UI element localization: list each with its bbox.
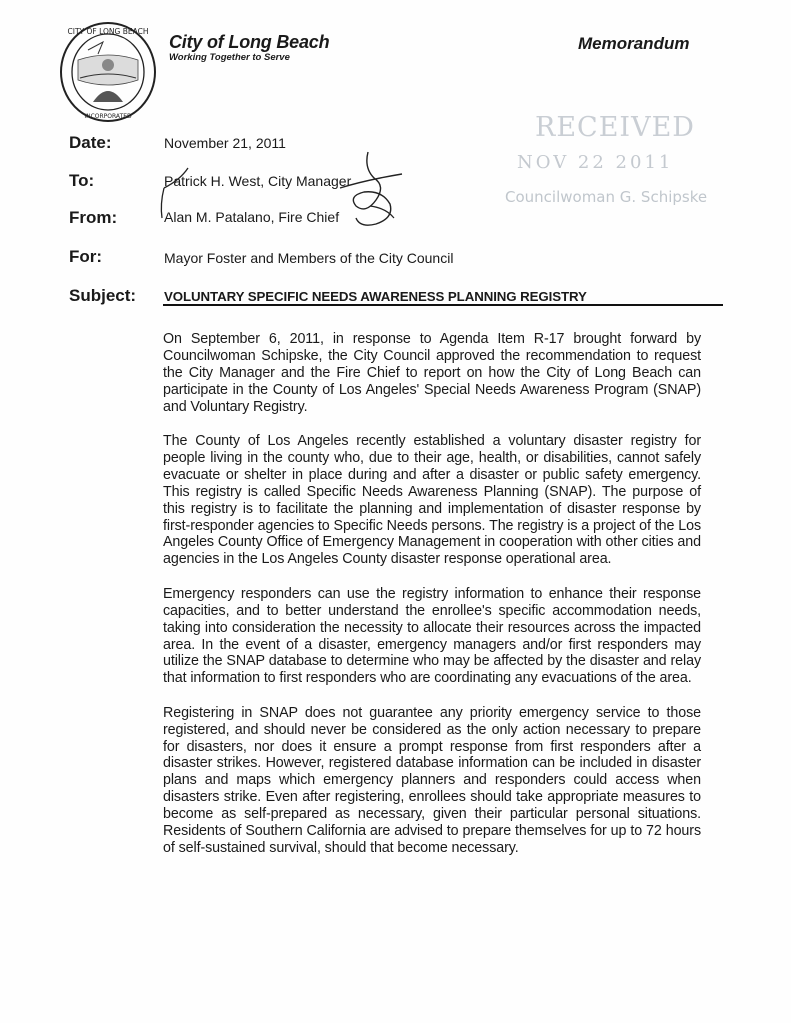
subject-divider <box>163 304 723 306</box>
body-paragraph: Registering in SNAP does not guarantee any priority emergency service to those registered, and should never be considered as the only action necessary to prepare for disasters, nor does it ensure a prompt response from first responders after a disaster strikes. However, registered database information can be included in disaster plans and maps which emergency planners and responders could access when disasters strike. Even after registering, enrollees should take appropriate measures to become as self-prepared as necessary, given their particular personal situations. Residents of Southern California are advised to prepare themselves for up to 72 hours of self-sustained survival, should that become necessary. <box>163 704 701 856</box>
body-paragraph: The County of Los Angeles recently established a voluntary disaster registry for people living in the county who, due to their age, health, or disabilities, cannot safely evacuate or shelter in place during and after a disaster or public safety emergency. This registry is called Specific Needs Awareness Planning (SNAP). The purpose of this registry is to facilitate the planning and implementation of disaster response by first-responder agencies to Specific Needs persons. The registry is a project of the Los Angeles County Office of Emergency Management in cooperation with other cities and agencies in the Los Angeles County disaster response operational area. <box>163 433 701 568</box>
stamp-title: RECEIVED <box>535 112 695 143</box>
to-value: Patrick H. West, City Manager <box>164 173 352 189</box>
city-seal-icon <box>58 20 158 124</box>
for-value: Mayor Foster and Members of the City Council <box>164 250 454 266</box>
date-label: Date: <box>69 133 112 152</box>
body-paragraph: On September 6, 2011, in response to Agenda Item R-17 brought forward by Councilwoman Schipske, the City Council approved the recommendation to request the City Manager and the Fire Chief to report on how the City of Long Beach can participate in the County of Los Angeles' Special Needs Awareness Program (SNAP) and Voluntary Registry. <box>163 331 701 415</box>
memo-body <box>163 331 701 874</box>
seal-bottom-text: INCORPORATED <box>84 113 132 120</box>
document-type: Memorandum <box>578 34 690 53</box>
for-label: For: <box>69 247 103 266</box>
stamp-date: NOV 22 2011 <box>517 152 674 173</box>
organization-name: City of Long Beach <box>169 32 330 52</box>
from-value: Alan M. Patalano, Fire Chief <box>164 209 340 225</box>
subject-label: Subject: <box>69 286 137 305</box>
seal-top-text: CITY OF LONG BEACH <box>67 27 149 36</box>
organization-tagline: Working Together to Serve <box>169 52 290 63</box>
signature-icon <box>150 148 410 238</box>
to-label: To: <box>69 171 95 190</box>
date-value: November 21, 2011 <box>164 135 286 151</box>
stamp-office: Councilwoman G. Schipske <box>505 188 708 206</box>
subject-value: VOLUNTARY SPECIFIC NEEDS AWARENESS PLANNING REGISTRY <box>164 289 587 304</box>
from-label: From: <box>69 208 118 227</box>
body-paragraph: Emergency responders can use the registry information to enhance their response capacities, and to better understand the enrollee's specific accommodation needs, taking into consideration the necessity to allocate their resources across the impacted area. In the event of a disaster, emergency managers and/or first responders may utilize the SNAP database to determine who may be affected by the disaster and relay that information to first responders who are coordinating any evacuations of the area. <box>163 585 701 687</box>
